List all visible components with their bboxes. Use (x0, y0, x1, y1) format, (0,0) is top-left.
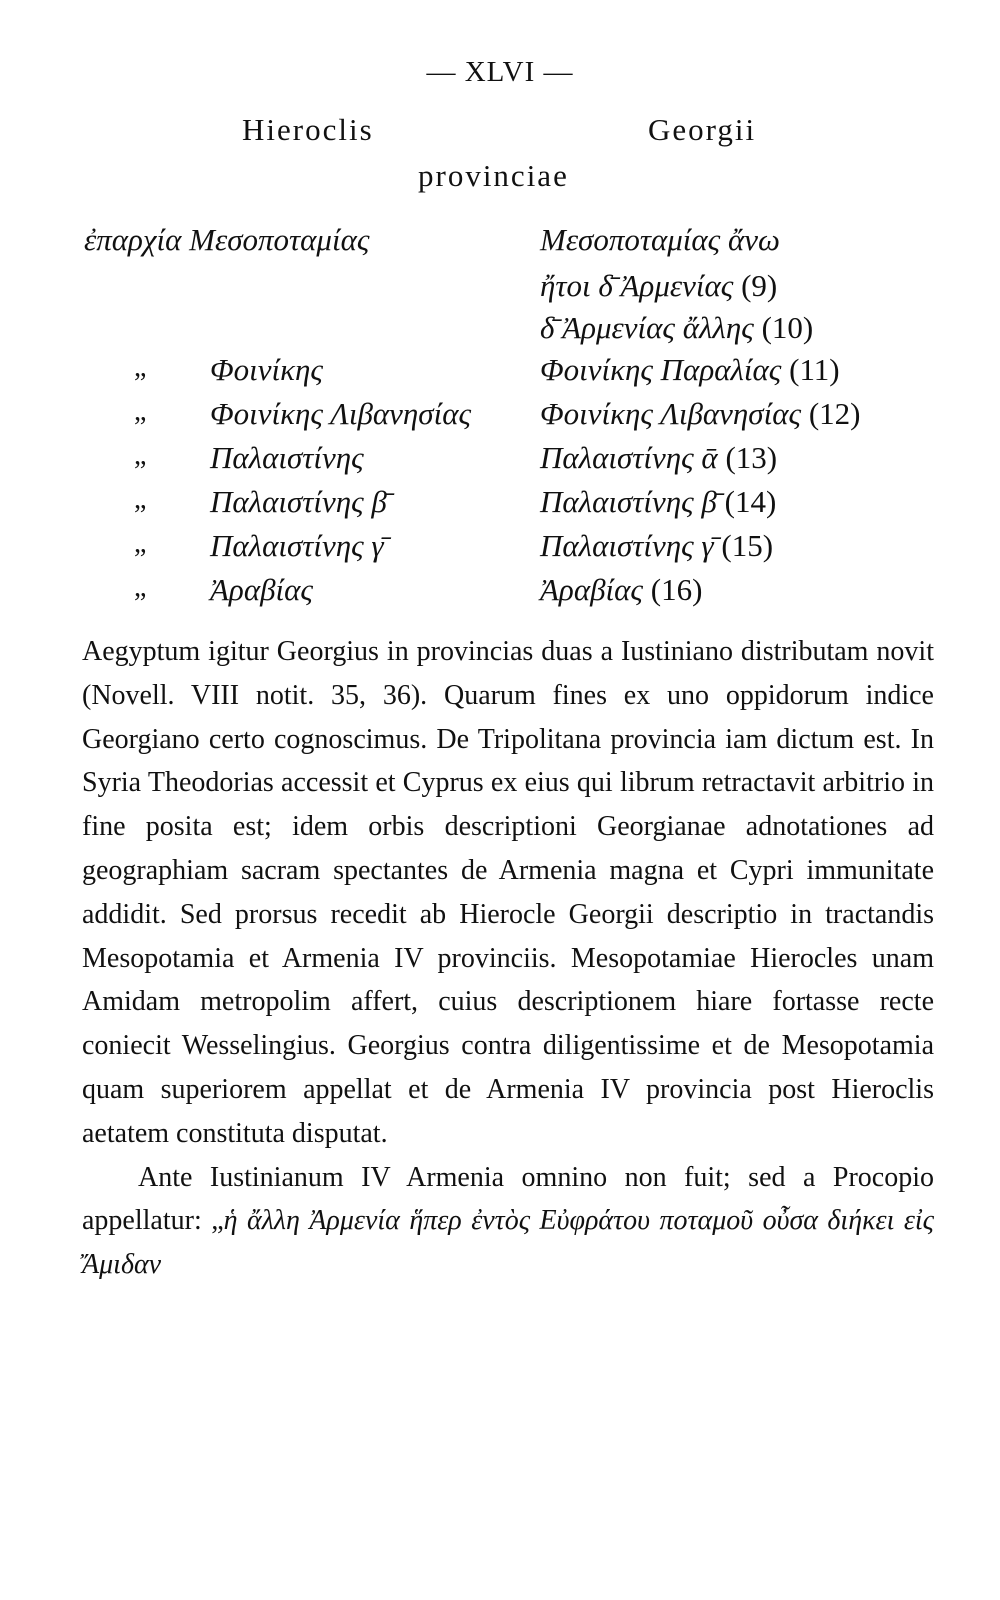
georgius-province: Φοινίκης Λιβανησίας (12) (540, 396, 861, 431)
georgius-province: δ̄ Ἀρμενίας ἄλλης (10) (540, 310, 814, 345)
hierocles-province: Παλαιστίνης β̄ (210, 484, 387, 519)
hierocles-province: Παλαιστίνης (210, 440, 364, 475)
table-row (0, 484, 1000, 530)
table-row (0, 310, 1000, 356)
ditto-mark: „ (134, 572, 147, 603)
georgius-province: ἤτοι δ̄ Ἀρμενίας (9) (540, 268, 778, 303)
hierocles-province: Φοινίκης Λιβανησίας (210, 396, 472, 431)
body-text (82, 630, 934, 1287)
table-row (0, 222, 1000, 268)
hierocles-province: Παλαιστίνης γ̄ (210, 528, 384, 563)
column-heading-hieroclis: Hieroclis (242, 112, 374, 147)
georgius-province: Παλαιστίνης β̄ (14) (540, 484, 777, 519)
ditto-mark: „ (134, 440, 147, 471)
table-row (0, 396, 1000, 442)
hierocles-province: Ἀραβίας (210, 572, 313, 607)
paragraph: Aegyptum igitur Georgius in provincias duas a Iustiniano distributam novit (Novell. VIII notit. 35, 36). Quarum fines ex uno oppidorum indice Georgiano certo cognoscimus. De Tripolitana provincia iam dictum est. In Syria Theodorias accessit et Cyprus ex eius qui librum retractavit arbitrio in fine posita est; idem orbis descriptioni Georgianae adnotationes ad geographiam sacram spectantes de Armenia magna et Cypri immunitate addidit. Sed prorsus recedit ab Hierocle Georgii descriptio in tractandis Mesopotamia et Armenia IV provinciis. Mesopotamiae Hierocles unam Amidam metropolim affert, cuius descriptionem hiare fortasse recte coniecit Wesselingius. Georgius contra diligentissime et de Mesopotamia quam superiorem appellat et de Armenia IV provincia post Hieroclis aetatem constituta disputat. (82, 636, 934, 1149)
column-heading-georgii: Georgii (648, 112, 757, 147)
ditto-mark: „ (134, 352, 147, 383)
page-header: — XLVI — (426, 56, 574, 88)
table-row (0, 528, 1000, 574)
ditto-mark: „ (134, 396, 147, 427)
hierocles-province: Φοινίκης (210, 352, 323, 387)
hierocles-province: ἐπαρχία Μεσοποταμίας (84, 222, 370, 257)
ditto-mark: „ (134, 484, 147, 515)
georgius-province: Μεσοποταμίας ἄνω (540, 222, 780, 257)
ditto-mark: „ (134, 528, 147, 559)
georgius-province: Ἀραβίας (16) (540, 572, 703, 607)
table-row (0, 440, 1000, 486)
georgius-province: Φοινίκης Παραλίας (11) (540, 352, 840, 387)
greek-quotation: ἡ ἄλλη Ἀρμενία ἥπερ ἐντὸς Εὐφράτου ποταμοῦ οὖσα διήκει εἰς Ἄμιδαν (82, 1205, 935, 1281)
table-row (0, 352, 1000, 398)
table-row (0, 268, 1000, 314)
paragraph-latin-text: Ante Iustinianum IV Armenia omnino non fuit; sed a Procopio appellatur: „ (82, 1161, 934, 1237)
paragraph (82, 1156, 934, 1287)
georgius-province: Παλαιστίνης γ̄ (15) (540, 528, 774, 563)
georgius-province: Παλαιστίνης ᾱ (13) (540, 440, 778, 475)
column-subheading-provinciae: provinciae (418, 158, 569, 193)
table-row (0, 572, 1000, 618)
